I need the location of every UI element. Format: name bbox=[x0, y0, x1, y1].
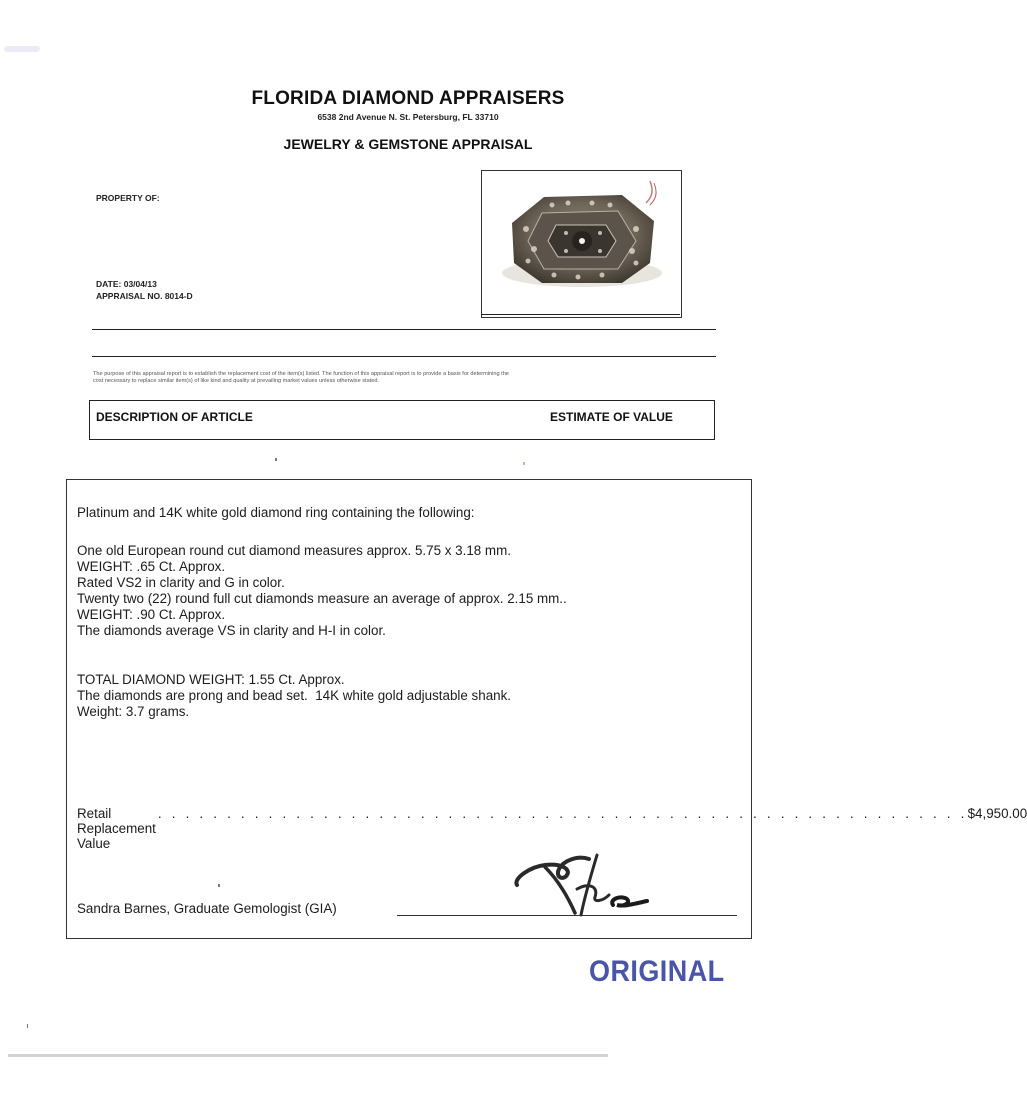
value-amount: $4,950.00 bbox=[967, 806, 1027, 821]
metal-weight: Weight: 3.7 grams. bbox=[77, 704, 190, 719]
scan-speck bbox=[218, 884, 220, 887]
page-edge-shadow bbox=[8, 1054, 608, 1057]
disclaimer-line-2: cost necessary to replace similar item(s) of like kind and quality at prevailing market values unless otherwise stated. bbox=[93, 378, 380, 384]
disclaimer bbox=[93, 371, 718, 385]
appraisal-number-value: 8014-D bbox=[164, 291, 193, 301]
date-field bbox=[96, 279, 157, 289]
value-leader-dots: . . . . . . . . . . . . . . . . . . . . . . . . . . . . . . . . . . . . . . . . . . . . . . . . . . . . . . . . . . . bbox=[157, 806, 968, 821]
scan-smudge bbox=[4, 46, 40, 52]
scan-speck bbox=[27, 1024, 28, 1028]
scan-speck bbox=[275, 458, 277, 461]
appraiser-name: Sandra Barnes, Graduate Gemologist (GIA) bbox=[77, 901, 337, 916]
company-name: FLORIDA DIAMOND APPRAISERS bbox=[251, 88, 565, 109]
description-line: The diamonds average VS in clarity and H-I in color. bbox=[77, 623, 386, 638]
ring-photo bbox=[481, 170, 682, 318]
disclaimer-line-1: The purpose of this appraisal report is to establish the replacement cost of the item(s) listed. The function of this appraisal report is to provide a basis for determining the bbox=[93, 371, 509, 377]
setting-details: The diamonds are prong and bead set. 14K white gold adjustable shank. bbox=[77, 688, 511, 703]
description-line: Twenty two (22) round full cut diamonds measure an average of approx. 2.15 mm.. bbox=[77, 591, 567, 606]
property-of-label: PROPERTY OF: bbox=[96, 193, 160, 203]
scan-speck bbox=[523, 462, 525, 465]
signature-icon bbox=[505, 845, 655, 925]
appraisal-number-label: APPRAISAL NO. bbox=[96, 291, 163, 301]
value-label: Retail Replacement Value bbox=[77, 806, 156, 851]
appraisal-number-field bbox=[96, 291, 193, 301]
description-intro: Platinum and 14K white gold diamond ring containing the following: bbox=[77, 505, 475, 520]
description-line: Rated VS2 in clarity and G in color. bbox=[77, 575, 285, 590]
description-line: WEIGHT: .90 Ct. Approx. bbox=[77, 607, 226, 622]
description-header: DESCRIPTION OF ARTICLE bbox=[96, 410, 253, 424]
original-stamp: ORIGINAL bbox=[589, 955, 725, 988]
description-line: WEIGHT: .65 Ct. Approx. bbox=[77, 559, 226, 574]
blank-line-1 bbox=[92, 329, 716, 330]
ring-photo-icon bbox=[482, 171, 681, 317]
date-value: 03/04/13 bbox=[123, 279, 157, 289]
document-title: JEWELRY & GEMSTONE APPRAISAL bbox=[283, 136, 533, 152]
description-line: One old European round cut diamond measures approx. 5.75 x 3.18 mm. bbox=[77, 543, 511, 558]
blank-line-2 bbox=[92, 356, 716, 357]
photo-underline bbox=[481, 314, 680, 315]
date-label: DATE: bbox=[96, 279, 122, 289]
value-header: ESTIMATE OF VALUE bbox=[550, 410, 673, 424]
company-address: 6538 2nd Avenue N. St. Petersburg, FL 33710 bbox=[317, 112, 499, 122]
total-weight: TOTAL DIAMOND WEIGHT: 1.55 Ct. Approx. bbox=[77, 672, 345, 687]
